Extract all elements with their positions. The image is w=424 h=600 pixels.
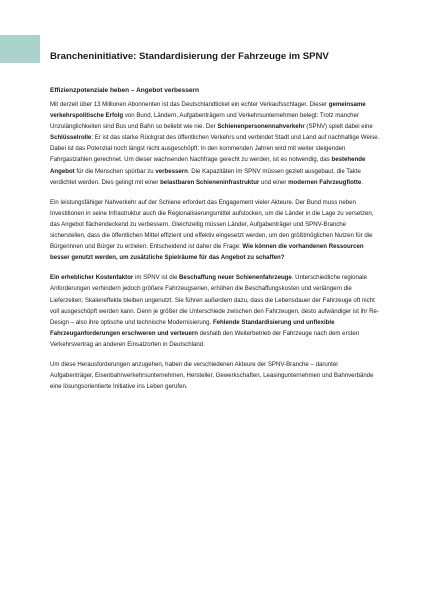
bold-text-run: bestehende Angebot: [50, 156, 366, 175]
bold-text-run: Schienenpersonennahverkehr: [217, 123, 305, 131]
paragraph-4: [50, 359, 380, 392]
bold-text-run: Fehlende Standardisierung und unflexible Fahrzeuganforderungen erschweren und verteuern: [50, 318, 335, 337]
text-run: Um diese Herausforderungen anzugehen, haben die verschiedenen Akteure der SPNV-Branche – darunter Aufgabenträger, Eisenbahnverkehrsunternehmen, Hersteller, Gewerkschaften, Leasingunternehmen und Bahnverbände eine lösungsorientierte Initiative ins Leben gerufen.: [50, 360, 374, 391]
bold-text-run: Wie können die vorhandenen Ressourcen besser genutzt werden, um zusätzliche Spielräume für das Angebot zu schaffen?: [50, 243, 364, 262]
text-run: von Bund, Ländern, Aufgabenträgern und Verkehrsunternehmen belegt: Trotz mancher Unzulänglichkeiten sind Bus und Bahn so beliebt wie nie. Der: [50, 112, 359, 131]
text-run: deshalb den Weiterbetrieb der Fahrzeuge nach dem ersten Verkehrsvertrag an anderen Einsatzorten in Deutschland.: [50, 329, 360, 348]
section-subheading: Effizienzpotenziale heben – Angebot verbessern: [50, 87, 199, 94]
bold-text-run: verbessern: [155, 167, 188, 175]
text-run: im SPNV ist die: [133, 274, 180, 282]
bold-text-run: gemeinsame verkehrspolitische Erfolg: [50, 101, 366, 120]
text-run: .: [361, 178, 363, 186]
document-body: [50, 85, 380, 401]
text-run: (SPNV) spielt dabei eine: [304, 123, 373, 131]
text-run: . Unterschiedliche regionale Anforderungen verhindern jedoch größere Fahrzeugserien, erhöhen die Beschaffungskosten und verlängern die Lieferzeiten; Skaleneffekte bleiben ungenutzt. Sie führen außerdem dazu, dass die Lebensdauer der Fahrzeuge oft nicht voll ausgeschöpft werden kann. Denn je größer die Unterschiede zwischen den Fahrzeugen, desto aufwändiger ist ihr Re-Design – also ihre optische und technische Modernisierung.: [50, 274, 379, 326]
page-title: Brancheninitiative: Standardisierung der Fahrzeuge im SPNV: [50, 51, 329, 62]
bold-text-run: Beschaffung neuer Schienenfahrzeuge: [179, 274, 292, 282]
paragraph-1: [50, 99, 380, 188]
paragraph-2: [50, 197, 380, 264]
accent-block: [0, 35, 40, 63]
paragraph-3: [50, 272, 380, 350]
text-run: für die Menschen spürbar zu: [74, 167, 156, 175]
text-run: und einer: [259, 178, 289, 186]
bold-text-run: Schlüsselrolle: [50, 134, 92, 142]
text-run: : Er ist das starke Rückgrat des öffentlichen Verkehrs und verbindet Stadt und Land auf nachhaltige Weise. Dabei ist das Potenzial noch längst nicht ausgeschöpft: In den kommenden Jahren wird mit weiter steigenden Fahrgastzahlen gerechnet. Um dieser wachsenden Nachfrage gerecht zu werden, ist es notwendig, das: [50, 134, 380, 164]
text-run: Mit derzeit über 13 Millionen Abonnenten ist das Deutschlandticket ein echter Verkaufsschlager. Dieser: [50, 101, 329, 108]
bold-text-run: Ein erheblicher Kostenfaktor: [50, 274, 134, 282]
text-run: . Die Kapazitäten im SPNV müssen gezielt ausgebaut, die Takte verdichtet werden. Dies gelingt mit einer: [50, 167, 361, 186]
bold-text-run: modernen Fahrzeugflotte: [288, 178, 362, 186]
bold-text-run: belastbaren Schieneninfrastruktur: [160, 178, 260, 186]
text-run: Ein leistungsfähiger Nahverkehr auf der Schiene erfordert das Engagement vieler Akteure. Der Bund muss neben Investitionen in seine Infrastruktur auch die Regionalisierungsmittel aufstocken, um die Länder in die Lage zu versetzen, das Angebot flächendeckend zu verbessern. Gleichzeitig müssen Länder, Aufgabenträger und SPNV-Branche sicherstellen, dass die öffentlichen Mittel effizient und effektiv eingesetzt werden, um den größtmöglichen Nutzen für die Bürgerinnen und Bürger zu erzielen. Entscheidend ist daher die Frage:: [50, 198, 374, 251]
